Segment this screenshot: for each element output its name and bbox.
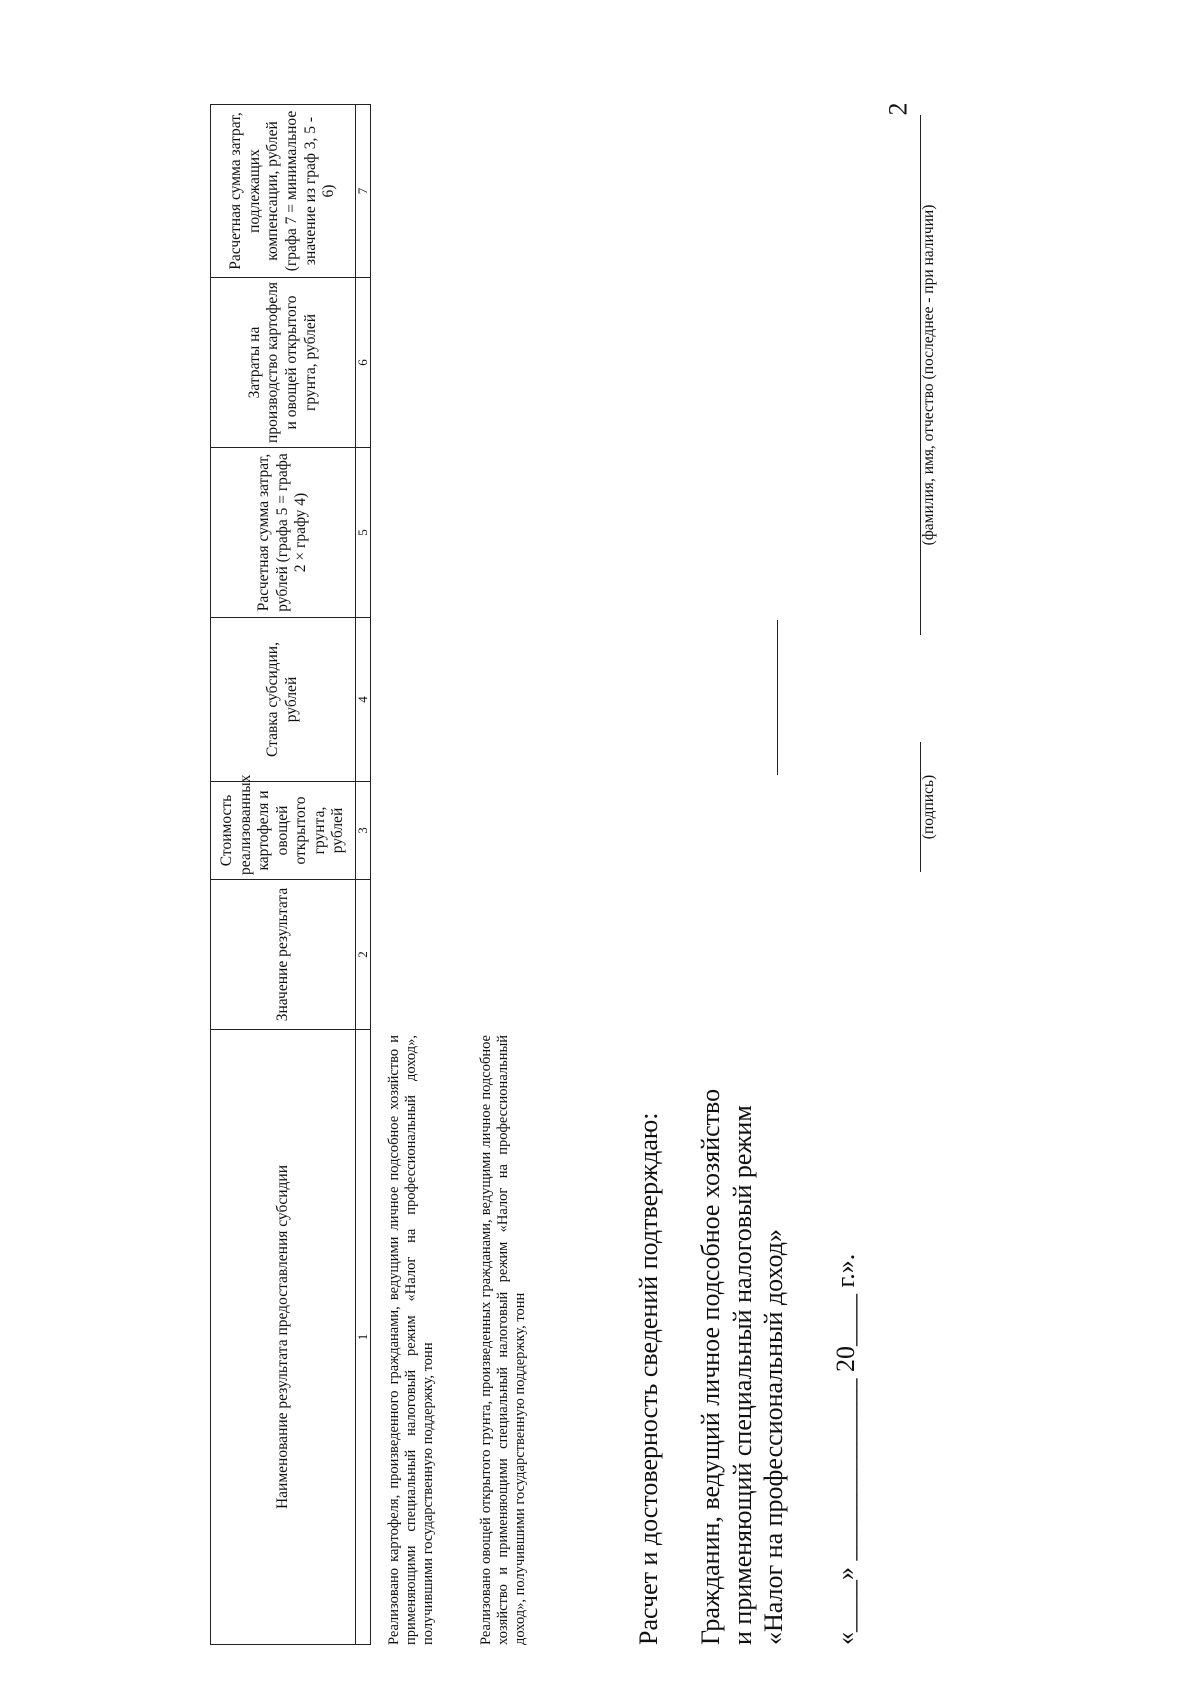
subsidy-calculation-table [210,104,371,1645]
column-number: 1 [356,1030,371,1645]
signature-caption: (подпись) [920,774,937,840]
name-caption: (фамилия, имя, отчество (последнее - при наличии) [920,204,937,546]
header-cell: Расчетная сумма затрат, подлежащих компенсации, рублей (графа 7 = минимальное значение из граф 3, 5 - 6) [211,105,356,278]
table-header-row [211,105,356,1645]
header-cell: Стоимость реализованных картофеля и овощей открытого грунта, рублей [211,782,356,880]
header-cell: Значение результата [211,880,356,1030]
citizen-line: Гражданин, ведущий личное подсобное хозяйство [696,1088,725,1645]
citizen-description [695,645,790,1645]
header-cell: Ставка субсидии, рублей [211,618,356,782]
page-number: 2 [883,102,913,116]
column-number: 6 [356,278,371,448]
confirmation-title: Расчет и достоверность сведений подтверждаю: [634,1112,663,1645]
citizen-line: «Налог на профессиональный доход» [759,1229,789,1645]
column-number: 4 [356,618,371,782]
header-cell: Наименование результата предоставления субсидии [211,1030,356,1645]
result-potatoes: Реализовано картофеля, произведенного гражданами, ведущими личное подсобное хозяйство и применяющими специальный налоговый режим «Налог на профессиональный доход», получившими государственную поддержку, тонн [386,1035,437,1645]
landscape-page [190,102,950,1645]
signature-rule [777,620,778,775]
column-number-row [356,105,371,1645]
column-number: 2 [356,880,371,1030]
column-number: 3 [356,782,371,880]
header-cell: Затраты на производство картофеля и овощей открытого грунта, рублей [211,278,356,448]
column-number: 5 [356,448,371,618]
result-vegetables: Реализовано овощей открытого грунта, произведенных гражданами, ведущими личное подсобное хозяйство и применяющими специальный налоговый режим «Налог на профессиональный доход», получившими государственную поддержку, тонн [478,1035,529,1645]
column-number: 7 [356,105,371,278]
date-line: «____» ______________ 20____ г.». [831,1253,860,1645]
header-cell: Расчетная сумма затрат, рублей (графа 5 = графа 2 × графу 4) [211,448,356,618]
citizen-line: и применяющий специальный налоговый режим [727,1105,757,1645]
